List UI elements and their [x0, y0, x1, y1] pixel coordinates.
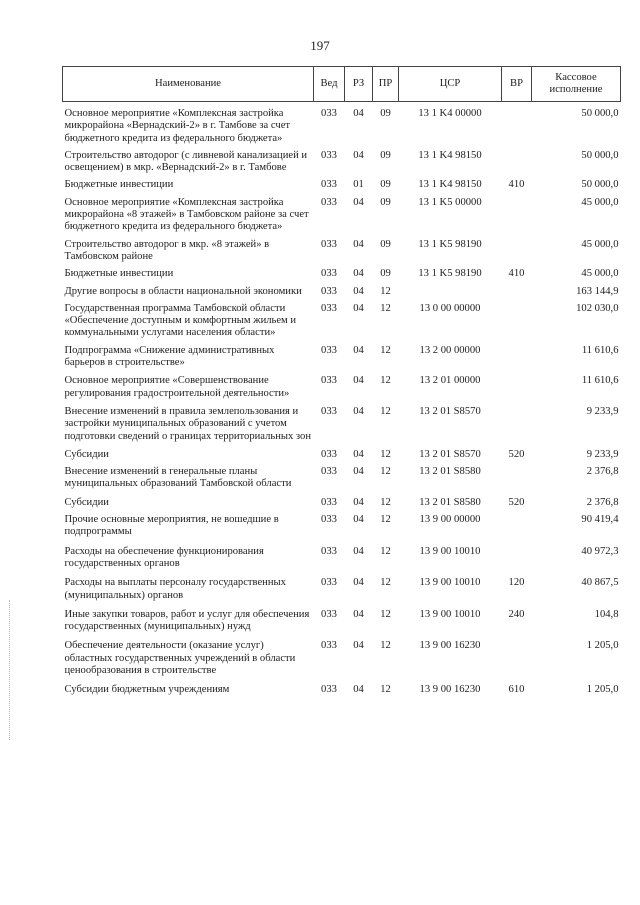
- cell-vr: [502, 303, 532, 345]
- cell-vr: [502, 197, 532, 239]
- cell-csr: 13 9 00 16230: [419, 640, 481, 652]
- cell-pr: 12: [380, 608, 391, 620]
- cell-name: Внесение изменений в генеральные планы муниципальных образований Тамбовской области: [64, 466, 292, 490]
- cell-pr: 09: [380, 268, 391, 280]
- table-row: [63, 102, 621, 150]
- cell-ved: 033: [321, 405, 337, 417]
- cell-rz: 04: [353, 608, 364, 620]
- cell-rz: 04: [353, 466, 364, 478]
- cell-rz: 04: [353, 285, 364, 297]
- cell-amount: 50 000,0: [581, 179, 619, 191]
- cell-name: Расходы на выплаты персоналу государственных (муниципальных) органов: [64, 577, 286, 601]
- cell-name: Подпрограмма «Снижение административных барьеров в строительстве»: [64, 344, 275, 369]
- cell-pr: 12: [380, 684, 391, 696]
- cell-name: Государственная программа Тамбовской области «Обеспечение доступным и комфортным жильем и коммунальными услугами населения области»: [64, 302, 297, 339]
- cell-pr: 12: [380, 285, 391, 297]
- table-header-row: [63, 67, 621, 102]
- cell-vr: 520: [508, 496, 525, 508]
- cell-pr: 12: [380, 466, 391, 478]
- table-row: [63, 640, 621, 684]
- cell-amount: 1 205,0: [586, 684, 619, 696]
- cell-ved: 033: [321, 514, 337, 526]
- cell-csr: 13 2 01 00000: [419, 375, 481, 387]
- cell-name: Субсидии: [64, 496, 109, 508]
- cell-ved: 033: [321, 238, 337, 250]
- cell-name: Бюджетные инвестиции: [64, 268, 174, 280]
- cell-vr: [502, 375, 532, 406]
- cell-csr: 13 9 00 16230: [419, 684, 481, 696]
- table-row: [63, 466, 621, 497]
- cell-amount: 50 000,0: [581, 149, 619, 161]
- header-csr: ЦСР: [399, 67, 502, 102]
- cell-vr: 410: [508, 268, 525, 280]
- cell-ved: 033: [321, 196, 337, 208]
- header-rz: РЗ: [345, 67, 373, 102]
- table-row: [63, 150, 621, 180]
- cell-vr: 410: [508, 179, 525, 191]
- cell-csr: 13 2 00 00000: [419, 344, 481, 356]
- cell-csr: 13 1 K4 00000: [418, 108, 482, 119]
- cell-vr: [502, 546, 532, 578]
- cell-csr: 13 2 01 S8570: [419, 448, 481, 460]
- cell-rz: 04: [353, 108, 364, 119]
- table-row: [63, 303, 621, 345]
- cell-amount: 2 376,8: [586, 496, 619, 508]
- cell-csr: 13 9 00 10010: [419, 577, 481, 589]
- cell-name: Обеспечение деятельности (оказание услуг) областных государственных учреждений в области ценообразования в строительстве: [64, 640, 296, 676]
- cell-vr: [502, 150, 532, 180]
- table-row: [63, 286, 621, 303]
- cell-csr: 13 1 K4 98150: [418, 179, 482, 191]
- cell-name: Строительство автодорог в мкр. «8 этажей» в Тамбовском районе: [64, 238, 270, 262]
- cell-pr: 09: [380, 108, 391, 119]
- cell-pr: 09: [380, 196, 391, 208]
- cell-csr: 13 9 00 00000: [419, 514, 481, 526]
- cell-amount: 40 867,5: [581, 577, 619, 589]
- cell-ved: 033: [321, 496, 337, 508]
- cell-csr: 13 1 K4 98150: [418, 149, 482, 161]
- cell-vr: [502, 102, 532, 150]
- cell-rz: 04: [353, 684, 364, 696]
- cell-rz: 01: [353, 179, 364, 191]
- cell-vr: [502, 345, 532, 376]
- table-row: [63, 406, 621, 449]
- cell-name: Иные закупки товаров, работ и услуг для обеспечения государственных (муниципальных) нужд: [64, 608, 310, 633]
- budget-table: [62, 66, 621, 697]
- table-row: [63, 268, 621, 285]
- cell-ved: 033: [321, 108, 337, 119]
- cell-rz: 04: [353, 514, 364, 526]
- cell-rz: 04: [353, 238, 364, 250]
- cell-amount: 50 000,0: [581, 108, 619, 119]
- cell-pr: 09: [380, 149, 391, 161]
- cell-amount: 163 144,9: [576, 285, 619, 297]
- cell-rz: 04: [353, 496, 364, 508]
- cell-amount: 2 376,8: [586, 466, 619, 478]
- cell-name: Прочие основные мероприятия, не вошедшие в подпрограммы: [64, 514, 279, 538]
- cell-vr: 240: [508, 608, 525, 620]
- cell-vr: 120: [508, 577, 525, 589]
- table-row: [63, 684, 621, 696]
- cell-name: Субсидии: [64, 448, 109, 460]
- cell-name: Другие вопросы в области национальной экономики: [64, 285, 302, 297]
- table-row: [63, 375, 621, 406]
- cell-vr: [502, 406, 532, 449]
- cell-amount: 9 233,9: [586, 448, 619, 460]
- cell-pr: 09: [380, 179, 391, 191]
- cell-rz: 04: [353, 577, 364, 589]
- cell-amount: 11 610,6: [581, 344, 619, 356]
- cell-pr: 12: [380, 577, 391, 589]
- cell-rz: 04: [353, 268, 364, 280]
- cell-rz: 04: [353, 545, 364, 557]
- table-row: [63, 449, 621, 466]
- cell-ved: 033: [321, 577, 337, 589]
- header-ved: Вед: [314, 67, 345, 102]
- cell-rz: 04: [353, 196, 364, 208]
- cell-name: Бюджетные инвестиции: [64, 179, 174, 191]
- cell-csr: 13 2 01 S8570: [419, 405, 481, 417]
- cell-amount: 45 000,0: [581, 196, 619, 208]
- cell-amount: 102 030,0: [576, 302, 619, 314]
- cell-pr: 12: [380, 545, 391, 557]
- cell-name: Основное мероприятие «Комплексная застройка микрорайона «8 этажей» в Тамбовском районе за счет бюджетного кредита из федерального бюджета»: [64, 196, 309, 233]
- cell-vr: [502, 239, 532, 269]
- cell-csr: [399, 286, 502, 303]
- cell-rz: 04: [353, 149, 364, 161]
- cell-pr: 12: [380, 302, 391, 314]
- cell-csr: 13 2 01 S8580: [419, 496, 481, 508]
- cell-vr: 610: [508, 684, 525, 696]
- cell-vr: [502, 640, 532, 684]
- cell-amount: 45 000,0: [581, 238, 619, 250]
- table-row: [63, 345, 621, 376]
- table-row: [63, 514, 621, 546]
- cell-rz: 04: [353, 640, 364, 652]
- cell-amount: 104,8: [594, 608, 619, 620]
- cell-csr: 13 1 K5 00000: [418, 196, 482, 208]
- cell-pr: 12: [380, 344, 391, 356]
- cell-rz: 04: [353, 344, 364, 356]
- cell-pr: 12: [380, 448, 391, 460]
- cell-rz: 04: [353, 405, 364, 417]
- cell-vr: 520: [508, 448, 525, 460]
- cell-ved: 033: [321, 448, 337, 460]
- cell-rz: 04: [353, 448, 364, 460]
- table-body: [63, 102, 621, 697]
- cell-pr: 12: [380, 496, 391, 508]
- cell-csr: 13 1 K5 98190: [418, 238, 482, 250]
- cell-ved: 033: [321, 302, 337, 314]
- table-row: [63, 609, 621, 641]
- cell-pr: 12: [380, 514, 391, 526]
- cell-rz: 04: [353, 302, 364, 314]
- cell-vr: [502, 286, 532, 303]
- cell-pr: 09: [380, 238, 391, 250]
- cell-ved: 033: [321, 684, 337, 696]
- cell-ved: 033: [321, 179, 337, 191]
- cell-ved: 033: [321, 466, 337, 478]
- cell-rz: 04: [353, 375, 364, 387]
- cell-ved: 033: [321, 268, 337, 280]
- cell-csr: 13 0 00 00000: [419, 302, 481, 314]
- table-row: [63, 239, 621, 269]
- cell-ved: 033: [321, 545, 337, 557]
- header-name: Наименование: [63, 67, 314, 102]
- cell-ved: 033: [321, 608, 337, 620]
- table-row: [63, 197, 621, 239]
- cell-name: Основное мероприятие «Комплексная застройка микрорайона «Вернадский-2» в г. Тамбове за счет бюджетного кредита из федерального бюджета»: [64, 108, 291, 144]
- cell-vr: [502, 514, 532, 546]
- cell-ved: 033: [321, 285, 337, 297]
- table-row: [63, 577, 621, 609]
- cell-amount: 45 000,0: [581, 268, 619, 280]
- cell-ved: 033: [321, 640, 337, 652]
- header-vr: ВР: [502, 67, 532, 102]
- cell-ved: 033: [321, 375, 337, 387]
- cell-amount: 40 972,3: [581, 545, 619, 557]
- table-row: [63, 546, 621, 578]
- cell-amount: 9 233,9: [586, 405, 619, 417]
- cell-pr: 12: [380, 640, 391, 652]
- header-amount: Кассовое исполнение: [532, 67, 621, 102]
- cell-name: Строительство автодорог (с ливневой канализацией и освещением) в мкр. «Вернадский-2» в г. Тамбове: [64, 149, 308, 174]
- margin-mark: [9, 600, 11, 740]
- cell-pr: 12: [380, 375, 391, 387]
- cell-ved: 033: [321, 344, 337, 356]
- cell-csr: 13 2 01 S8580: [419, 466, 481, 478]
- cell-amount: 1 205,0: [586, 640, 619, 652]
- cell-name: Расходы на обеспечение функционирования государственных органов: [64, 545, 264, 569]
- table-row: [63, 497, 621, 514]
- cell-name: Внесение изменений в правила землепользования и застройки муниципальных образований с учетом подготовки сведений о границах территориальных зон: [64, 405, 312, 442]
- page-number: 197: [310, 38, 330, 53]
- cell-name: Основное мероприятие «Совершенствование регулирования градостроительной деятельности»: [64, 375, 290, 399]
- cell-ved: 033: [321, 149, 337, 161]
- cell-amount: 11 610,6: [581, 375, 619, 387]
- cell-csr: 13 9 00 10010: [419, 608, 481, 620]
- table-row: [63, 179, 621, 196]
- cell-vr: [502, 466, 532, 497]
- header-pr: ПР: [373, 67, 399, 102]
- cell-csr: 13 9 00 10010: [419, 545, 481, 557]
- cell-pr: 12: [380, 405, 391, 417]
- cell-csr: 13 1 K5 98190: [418, 268, 482, 280]
- cell-amount: 90 419,4: [581, 514, 619, 526]
- cell-name: Субсидии бюджетным учреждениям: [64, 684, 230, 696]
